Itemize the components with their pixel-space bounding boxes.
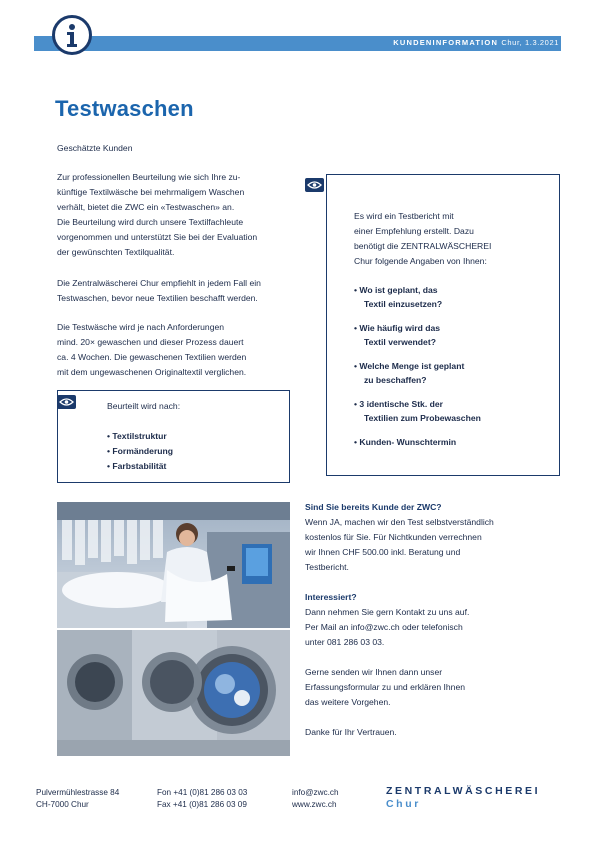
footer-email[interactable]: info@zwc.ch xyxy=(292,788,339,797)
interest-paragraph: Dann nehmen Sie gern Kontakt zu uns auf. Per Mail an info@zwc.ch oder telefonisch unter 081 286 03 03. xyxy=(305,607,470,647)
requirements-list xyxy=(354,283,481,459)
list-item: • Wo ist geplant, das Textil einzusetzen? xyxy=(354,285,443,309)
company-logo: ZENTRALWÄSCHEREI xyxy=(386,785,541,797)
header-label: KUNDENINFORMATION Chur, 1.3.2021 xyxy=(393,38,559,47)
criteria-list xyxy=(107,429,173,474)
washing-machines-photo xyxy=(57,630,290,756)
footer-address-city: CH-7000 Chur xyxy=(36,800,89,809)
list-item: • Farbstabilität xyxy=(107,459,173,474)
laundry-worker-photo xyxy=(57,502,290,628)
info-icon xyxy=(52,15,92,55)
list-item: • Wie häufig wird das Textil verwendet? xyxy=(354,323,441,347)
footer-fax: Fax +41 (0)81 286 03 09 xyxy=(157,800,247,809)
list-item: • Kunden- Wunschtermin xyxy=(354,437,457,447)
footer-address-street: Pulvermühlestrasse 84 xyxy=(36,788,120,797)
page-title: Testwaschen xyxy=(55,96,194,121)
company-logo-city: Chur xyxy=(386,798,421,810)
thanks-line: Danke für Ihr Vertrauen. xyxy=(305,727,397,737)
eye-icon xyxy=(57,395,76,409)
form-paragraph: Gerne senden wir Ihnen dann unser Erfassungsformular zu und erklären Ihnen das weitere Vorgehen. xyxy=(305,667,466,707)
header-date: Chur, 1.3.2021 xyxy=(501,38,559,47)
list-item: • Textilstruktur xyxy=(107,429,173,444)
list-item: • Formänderung xyxy=(107,444,173,459)
criteria-title: Beurteilt wird nach: xyxy=(107,401,181,411)
interest-heading: Interessiert? xyxy=(305,592,357,602)
footer-phone: Fon +41 (0)81 286 03 03 xyxy=(157,788,248,797)
customer-heading: Sind Sie bereits Kunde der ZWC? xyxy=(305,502,442,512)
customer-paragraph: Wenn JA, machen wir den Test selbstverständlich kostenlos für Sie. Für Nichtkunden verrechnen wir Ihnen CHF 500.00 inkl. Beratung und Testbericht. xyxy=(305,517,494,572)
recommendation-paragraph: Die Zentralwäscherei Chur empfiehlt in jedem Fall ein Testwaschen, bevor neue Textilien beschafft werden. xyxy=(57,278,261,303)
footer-website[interactable]: www.zwc.ch xyxy=(292,800,337,809)
process-paragraph: Die Testwäsche wird je nach Anforderungen mind. 20× gewaschen und dieser Prozess dauert ca. 4 Wochen. Die gewaschenen Textilien werden mit dem ungewaschenen Originaltextil verglichen. xyxy=(57,322,247,377)
requirements-intro: Es wird ein Testbericht mit einer Empfehlung erstellt. Dazu benötigt die ZENTRALWÄSCHEREI Chur folgende Angaben von Ihnen: xyxy=(354,211,492,266)
eye-icon xyxy=(305,178,324,192)
intro-paragraph: Zur professionellen Beurteilung wie sich Ihre zu- künftige Textilwäsche bei mehrmaligem Waschen verhält, bietet die ZWC ein «Testwaschen» an. Die Beurteilung wird durch unsere Textilfachleute vorgenommen und unterstützt Sie bei der Evaluation der gewünschten Textilqualität. xyxy=(57,172,258,257)
list-item: • Welche Menge ist geplant zu beschaffen? xyxy=(354,361,465,385)
greeting: Geschätzte Kunden xyxy=(57,143,133,153)
list-item: • 3 identische Stk. der Textilien zum Probewaschen xyxy=(354,399,481,423)
